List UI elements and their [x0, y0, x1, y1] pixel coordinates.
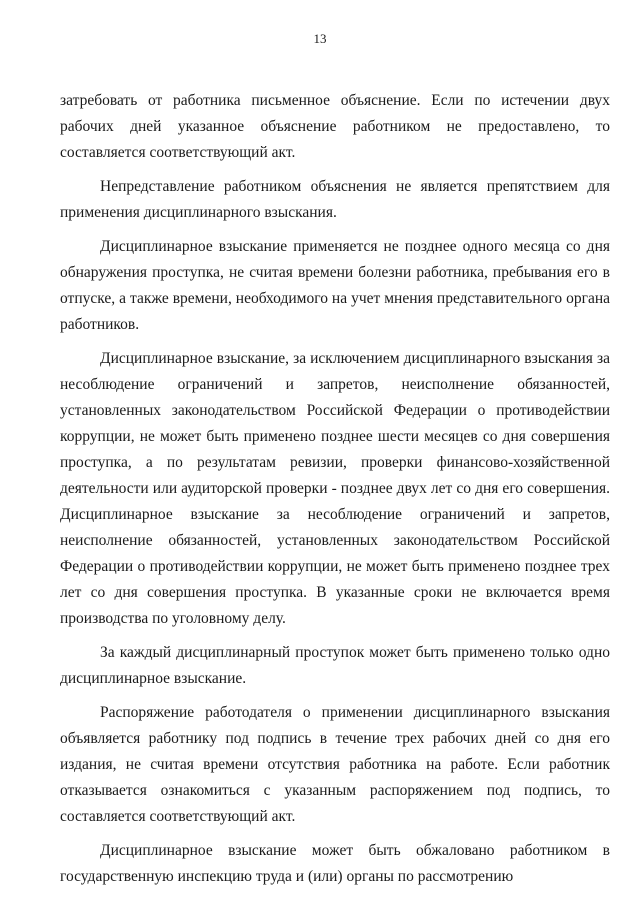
- paragraph-single-penalty: За каждый дисциплинарный проступок может быть применено только одно дисциплинарное взыскание.: [60, 644, 610, 687]
- paragraph-six-month-term: Дисциплинарное взыскание, за исключением дисциплинарного взыскания за несоблюдение ограничений и запретов, неисполнение обязанностей, установленных законодательством Российской Федерации о противодействии коррупции, не может быть применено позднее шести месяцев со дня совершения проступка, а по результатам ревизии, проверки финансово-хозяйственной деятельности или аудиторской проверки - позднее двух лет со дня его совершения. Дисциплинарное взыскание за несоблюдение ограничений и запретов, неисполнение обязанностей, установленных законодательством Российской Федерации о противодействии коррупции, не может быть применено позднее трех лет со дня совершения проступка. В указанные сроки не включается время производства по уголовному делу.: [60, 350, 610, 627]
- paragraph-one-month-term: Дисциплинарное взыскание применяется не позднее одного месяца со дня обнаружения проступка, не считая времени болезни работника, пребывания его в отпуске, а также времени, необходимого на учет мнения представительного органа работников.: [60, 238, 610, 333]
- page-number: 13: [313, 31, 327, 46]
- paragraph-continuation: затребовать от работника письменное объяснение. Если по истечении двух рабочих дней указанное объяснение работником не предоставлено, то составляется соответствующий акт.: [60, 92, 610, 161]
- paragraph-employer-order: Распоряжение работодателя о применении дисциплинарного взыскания объявляется работнику под подпись в течение трех рабочих дней со дня его издания, не считая времени отсутствия работника на работе. Если работник отказывается ознакомиться с указанным распоряжением под подпись, то составляется соответствующий акт.: [60, 704, 610, 825]
- document-body: [60, 88, 610, 898]
- paragraph-no-explanation: Непредставление работником объяснения не является препятствием для применения дисциплинарного взыскания.: [60, 178, 610, 221]
- paragraph-appeal: Дисциплинарное взыскание может быть обжаловано работником в государственную инспекцию труда и (или) органы по рассмотрению: [60, 842, 610, 885]
